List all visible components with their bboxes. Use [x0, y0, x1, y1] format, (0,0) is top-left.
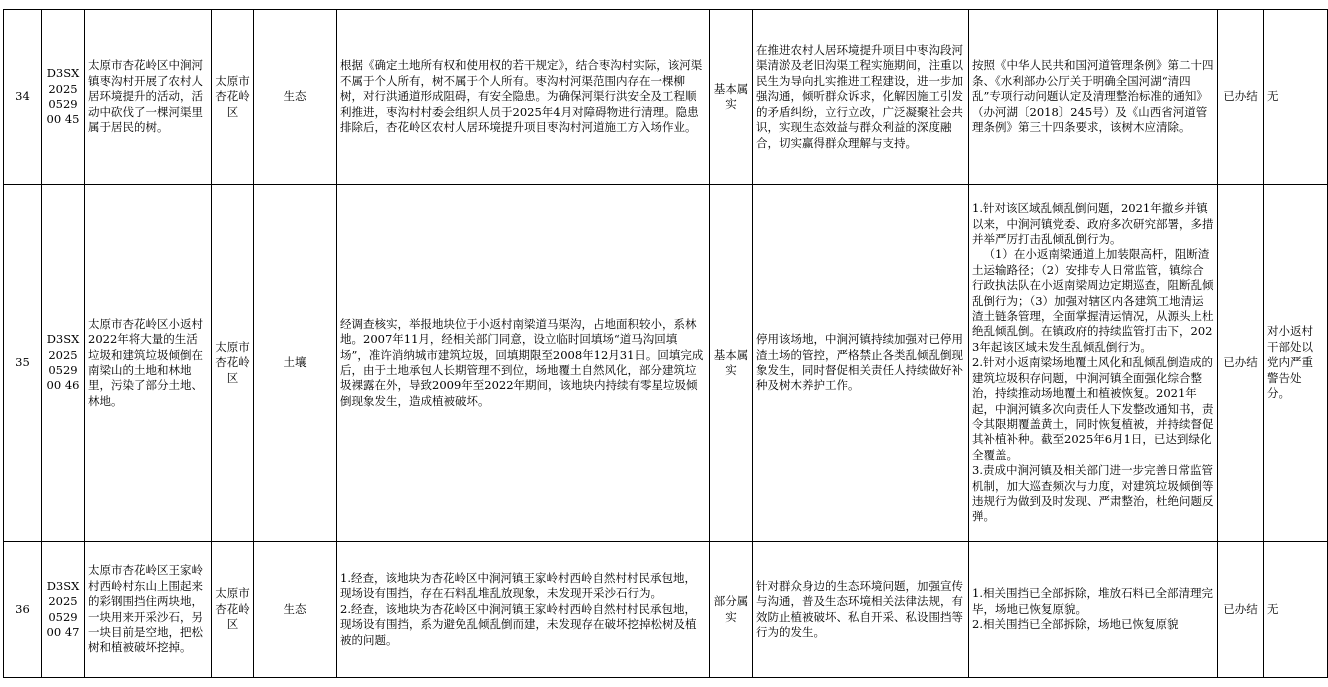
investigation-findings: [337, 542, 710, 678]
basis-paragraph: （1）在小返南梁通道上加装限高杆，阻断渣土运输路径；（2）安排专人日常监管，镇综合行政执法队在小返南梁周边定期巡查，阻断乱倾乱倒行为；（3）加强对辖区内各建筑工地清运渣土链条管理，全面掌握清运情况，从源头上杜绝乱倾乱倒。在镇政府的持续监管打击下，2023年起该区域未发生乱倾乱倒行为。: [972, 247, 1214, 354]
basis-paragraph: 1.相关围挡已全部拆除，堆放石料已全部清理完毕，场地已恢复原貌。: [972, 586, 1213, 616]
basis-paragraph: 2.针对小返南梁场地覆土风化和乱倾乱倒造成的建筑垃圾积存问题，中涧河镇全面强化综合整治，持续推动场地覆土和植被恢复。2021年起，中涧河镇多次向责任人下发整改通知书，责令其限期覆盖黄土，同时恢复植被，并持续督促其补植补种。截至2025年6月1日，已达到绿化全覆盖。: [972, 355, 1214, 462]
rectification-basis: [969, 542, 1218, 678]
measures-paragraph: 停用该场地，中涧河镇持续加强对已停用渣土场的管控，严格禁止各类乱倾乱倒现象发生，同时督促相关责任人持续做好补种及树木养护工作。: [756, 332, 963, 393]
rectification-basis: [969, 10, 1218, 185]
status-cell: 已办结: [1218, 185, 1264, 542]
measures-paragraph: 针对群众身边的生态环境问题，加强宣传与沟通，普及生态环境相关法律法规，有效防止植被破坏、私自开采、私设围挡等行为的发生。: [756, 578, 963, 639]
investigation-findings: [337, 185, 710, 542]
status-cell: 已办结: [1218, 542, 1264, 678]
handling-measures: [753, 185, 969, 542]
row-number: 35: [4, 185, 42, 542]
case-code: D3SX2025052900 45: [42, 10, 85, 185]
district: 太原市杏花岭区: [212, 185, 254, 542]
findings-paragraph: 2.经查，该地块为杏花岭区中涧河镇王家岭村西岭自然村村民承包地，现场设有围挡，系为避免乱倾乱倒而建，未发现存在破坏挖掉松树及植被的问题。: [340, 601, 697, 647]
verdict: 部分属实: [710, 542, 753, 678]
handling-measures: [753, 542, 969, 678]
case-code: D3SX2025052900 46: [42, 185, 85, 542]
accountability: 无: [1264, 10, 1328, 185]
rectification-basis: [969, 185, 1218, 542]
findings-paragraph: 1.经查，该地块为杏花岭区中涧河镇王家岭村西岭自然村村民承包地，现场设有围挡，存在石料乱堆乱放现象，未发现开采沙石行为。: [340, 570, 696, 601]
district: 太原市杏花岭区: [212, 10, 254, 185]
measures-paragraph: 在推进农村人居环境提升项目中枣沟段河渠清淤及老旧沟渠工程实施期间，注重以民生为导向扎实推进工程建设，进一步加强沟通，倾听群众诉求，化解因施工引发的矛盾纠纷，立行立改，广泛凝聚社会共识，实现生态效益与群众利益的深度融合，切实赢得群众理解与支持。: [756, 43, 963, 150]
accountability: 对小返村干部处以党内严重警告处分。: [1264, 185, 1328, 542]
complaint-content: 太原市杏花岭区王家岭村西岭村东山上围起来的彩钢围挡住两块地，一块用来开采沙石，另一块目前是空地，把松树和植被破坏挖掉。: [85, 542, 212, 678]
verdict: 基本属实: [710, 10, 753, 185]
table-row: [4, 542, 1328, 678]
investigation-findings: [337, 10, 710, 185]
pollution-type: 生态: [254, 10, 337, 185]
accountability: 无: [1264, 542, 1328, 678]
handling-measures: [753, 10, 969, 185]
case-code: D3SX2025052900 47: [42, 542, 85, 678]
basis-paragraph: 3.责成中涧河镇及相关部门进一步完善日常监管机制，加大巡查频次与力度，对建筑垃圾倾倒等违规行为做到及时发现、严肃整治，杜绝问题反弹。: [972, 463, 1214, 524]
basis-paragraph: 按照《中华人民共和国河道管理条例》第二十四条、《水利部办公厅关于明确全国河湖“清四乱”专项行动问题认定及清理整治标准的通知》（办河湖〔2018〕245号）及《山西省河道管理条例》第三十四条要求，该树木应清除。: [972, 58, 1214, 135]
row-number: 36: [4, 542, 42, 678]
complaint-content: 太原市杏花岭区小返村2022年将大量的生活垃圾和建筑垃圾倾倒在南梁山的土地和林地里，污染了部分土地、林地。: [85, 185, 212, 542]
findings-paragraph: 经调查核实，举报地块位于小返村南梁道马渠沟，占地面积较小，系林地。2007年11月，经相关部门同意，设立临时回填场“道马沟回填场”，准许消纳城市建筑垃圾，回填期限至2008年12月31日。回填完成后，由于土地承包人长期管理不到位，场地覆土自然风化，部分建筑垃圾裸露在外，导致2009年至2022年期间，该地块内持续有零星垃圾倾倒现象发生，造成植被破坏。: [340, 316, 704, 408]
findings-paragraph: 根据《确定土地所有权和使用权的若干规定》，结合枣沟村实际，该河渠不属于个人所有，树不属于个人所有。枣沟村河渠范围内存在一棵柳树，对行洪通道形成阻碍，有安全隐患。为确保河渠行洪安全及工程顺利推进，枣沟村村委会组织人员于2025年4月对障碍物进行清理。隐患排除后，杏花岭区农村人居环境提升项目枣沟村河道施工方入场作业。: [340, 58, 703, 135]
table-row: [4, 10, 1328, 185]
complaint-table: [3, 9, 1328, 678]
pollution-type: 土壤: [254, 185, 337, 542]
pollution-type: 生态: [254, 542, 337, 678]
table-row: [4, 185, 1328, 542]
basis-paragraph: 2.相关围挡已全部拆除，场地已恢复原貌: [972, 617, 1179, 632]
district: 太原市杏花岭区: [212, 542, 254, 678]
verdict: 基本属实: [710, 185, 753, 542]
row-number: 34: [4, 10, 42, 185]
complaint-content: 太原市杏花岭区中涧河镇枣沟村开展了农村人居环境提升的活动，活动中砍伐了一棵河渠里属于居民的树。: [85, 10, 212, 185]
status-cell: 已办结: [1218, 10, 1264, 185]
basis-paragraph: 1.针对该区域乱倾乱倒问题，2021年撤乡并镇以来，中涧河镇党委、政府多次研究部署，多措并举严厉打击乱倾乱倒行为。: [972, 201, 1214, 247]
